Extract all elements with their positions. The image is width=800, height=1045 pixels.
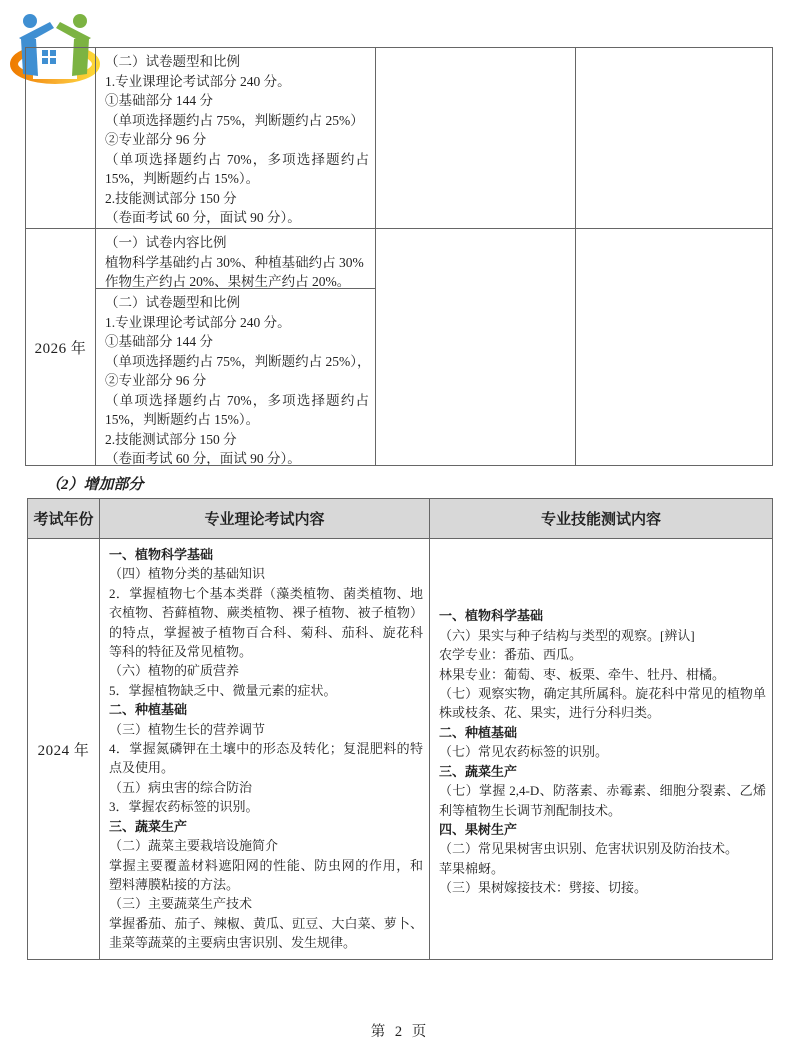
page-number: 第 2 页 [370, 1024, 430, 1040]
content-text-line: 等科的特征及常见植物。 [109, 644, 253, 660]
empty-cell [376, 229, 575, 465]
content-text-line: ①基础部分 144 分 [105, 93, 213, 108]
header-exam-year: 考试年份 [28, 499, 100, 538]
content-text-line: （二）试卷题型和比例 [105, 295, 240, 310]
content-text-line: 2．掌握植物七个基本类群（藻类植物、菌类植物、地 [109, 585, 423, 601]
content-text-line: 株或枝条、花、果实，进行分科归类。 [439, 705, 661, 721]
content-text-line: 1.专业课理论考试部分 240 分。 [105, 73, 291, 89]
content-text-line: （三）主要蔬菜生产技术 [109, 896, 253, 912]
column-exam-content [96, 48, 376, 465]
exam-structure-table [25, 47, 773, 466]
content-text-line: 的特点，掌握被子植物百合科、菊科、茄科、旋花科 [109, 624, 423, 640]
content-text-line: （二）蔬菜主要栽培设施简介 [109, 838, 279, 854]
content-text-line: 4．掌握氮磷钾在土壤中的形态及转化；复混肥料的特 [109, 741, 423, 757]
content-text-line: （单项选择题约占 70%，多项选择题约占 [105, 392, 369, 408]
column-empty-2 [576, 48, 772, 465]
cell-theory-content [100, 539, 430, 959]
content-text-line: 塑料薄膜粘接的方法。 [109, 876, 240, 892]
empty-cell [576, 48, 772, 229]
content-text-line: ②专业部分 96 分 [105, 132, 207, 147]
content-text-line: （单项选择题约占 70%，多项选择题约占 [105, 151, 369, 167]
content-text-line: （七）掌握 2,4-D、防落素、赤霉素、细胞分裂素、乙烯 [439, 783, 766, 799]
content-text-line: ②专业部分 96 分 [105, 373, 207, 388]
content-text-line: 2.技能测试部分 150 分 [105, 190, 237, 206]
content-text-line: （卷面考试 60 分，面试 90 分）。 [105, 210, 301, 225]
content-text-line: （四）植物分类的基础知识 [109, 566, 266, 582]
year-cell-2024: 2024 年 [28, 539, 100, 959]
content-text-line: 点及使用。 [109, 760, 175, 776]
content-text-line: 掌握主要覆盖材料遮阳网的性能、防虫网的作用，和 [109, 857, 423, 873]
content-text-line: 3．掌握农药标签的识别。 [109, 799, 259, 815]
content-heading-line: 三、蔬菜生产 [439, 763, 518, 779]
content-text-line: （三）果树嫁接技术：劈接、切接。 [439, 880, 648, 896]
content-text-line: （卷面考试 60 分，面试 90 分）。 [105, 451, 301, 465]
table-header-row [28, 499, 772, 539]
content-text-line: 韭菜等蔬菜的主要病虫害识别、发生规律。 [109, 935, 357, 951]
content-heading-line: 三、蔬菜生产 [109, 818, 188, 834]
cell-skill-content [430, 539, 772, 959]
year-cell-2026: 2026 年 [34, 340, 87, 357]
content-text-line: （二）常见果树害虫识别、危害状识别及防治技术。 [439, 841, 739, 857]
content-text-line: 农学专业：番茄、西瓜。 [439, 647, 583, 663]
content-heading-line: 一、植物科学基础 [439, 608, 544, 624]
content-text-line: （七）常见农药标签的识别。 [439, 744, 609, 760]
cell-2026-paper-types [96, 289, 375, 465]
header-theory-content: 专业理论考试内容 [100, 499, 430, 538]
content-text-line: （单项选择题约占 75%，判断题约占 25%） [105, 112, 364, 128]
empty-cell [376, 48, 575, 229]
content-text-line: 2.技能测试部分 150 分 [105, 431, 237, 447]
cell-paper-types-row1 [96, 48, 375, 229]
column-empty-1 [376, 48, 576, 465]
content-text-line: 衣植物、苔藓植物、蕨类植物、裸子植物、被子植物） [109, 605, 423, 621]
header-skill-content: 专业技能测试内容 [540, 511, 661, 528]
content-text-line: （一）试卷内容比例 [105, 235, 227, 250]
content-text-line: 1.专业课理论考试部分 240 分。 [105, 314, 291, 330]
content-text-line: 5．掌握植物缺乏中、微量元素的症状。 [109, 682, 337, 698]
content-heading-line: 四、果树生产 [439, 821, 518, 837]
content-text-line: （单项选择题约占 75%，判断题约占 25%）， [105, 353, 371, 369]
content-heading-line: 二、种植基础 [439, 724, 518, 740]
content-text-line: ①基础部分 144 分 [105, 334, 213, 349]
content-text-line: 植物科学基础约占 30%、种植基础约占 30% [105, 254, 364, 270]
content-text-line: （五）病虫害的综合防治 [109, 779, 253, 795]
content-heading-line: 一、植物科学基础 [109, 547, 214, 562]
empty-cell [576, 229, 772, 465]
section-label: （2）增加部分 [46, 477, 144, 493]
content-text-line: （七）观察实物，确定其所属科。旋花科中常见的植物单 [439, 686, 766, 702]
content-text-line: （六）果实与种子结构与类型的观察。[辨认] [439, 627, 695, 643]
content-text-line: （三）植物生长的营养调节 [109, 721, 266, 737]
cell-2026-content-ratio [96, 229, 375, 289]
content-text-line: 作物生产约占 20%、果树生产约占 20%。 [105, 274, 351, 289]
content-text-line: 掌握番茄、茄子、辣椒、黄瓜、豇豆、大白菜、萝卜、 [109, 915, 423, 931]
content-text-line: 15%，判断题约占 15%）。 [105, 171, 260, 186]
content-text-line: （二）试卷题型和比例 [105, 54, 240, 69]
content-heading-line: 二、种植基础 [109, 702, 188, 718]
year-cell-empty [26, 48, 95, 229]
added-content-table [27, 498, 773, 960]
content-text-line: 15%，判断题约占 15%）。 [105, 412, 260, 427]
content-text-line: （六）植物的矿质营养 [109, 663, 240, 679]
column-year [26, 48, 96, 465]
content-text-line: 林果专业：葡萄、枣、板栗、牵牛、牡丹、柑橘。 [439, 666, 726, 682]
table-body-row [28, 539, 772, 959]
content-text-line: 利等植物生长调节剂配制技术。 [439, 802, 622, 818]
content-text-line: 苹果棉蚜。 [439, 860, 505, 876]
